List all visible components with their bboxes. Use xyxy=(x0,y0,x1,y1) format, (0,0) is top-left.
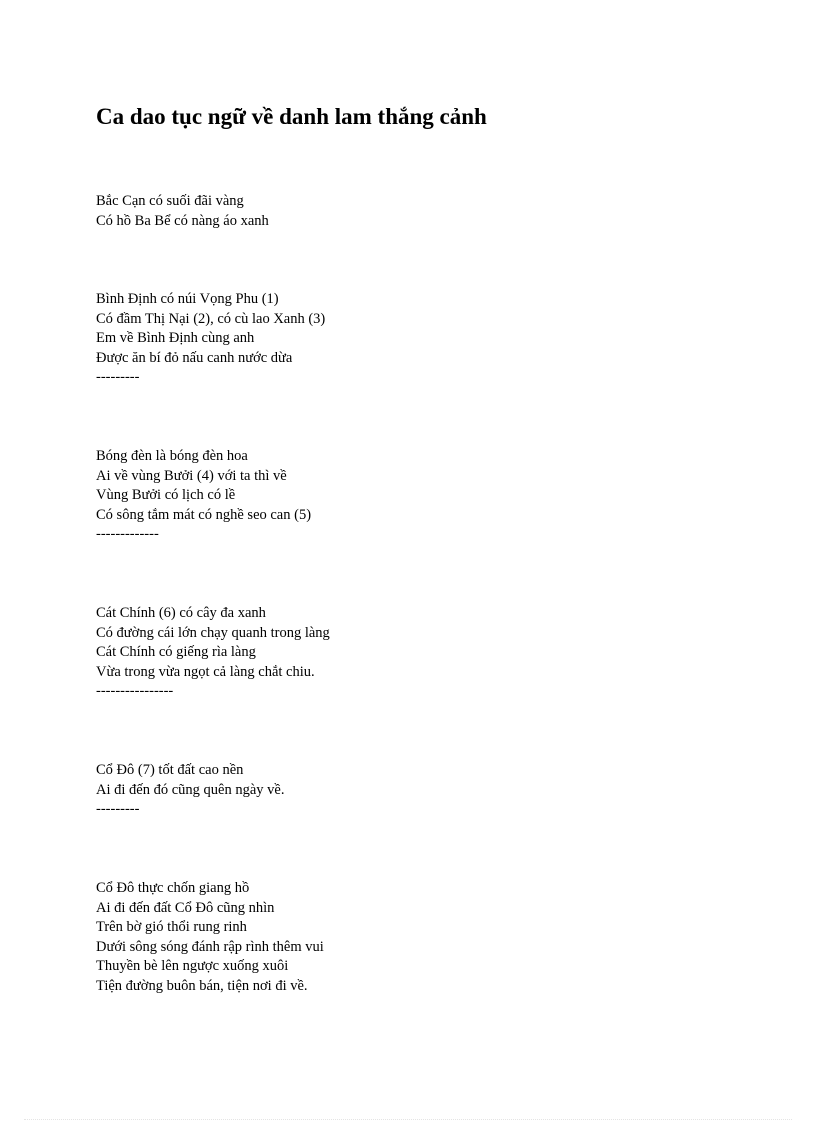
verse-line: Có hồ Ba Bể có nàng áo xanh xyxy=(96,212,269,229)
verse-line: Ai đi đến đó cũng quên ngày về. xyxy=(96,781,285,798)
verse-line: Bình Định có núi Vọng Phu (1) xyxy=(96,291,279,307)
separator-line: ------------- xyxy=(96,526,159,543)
verse-line: Vùng Bưởi có lịch có lề xyxy=(96,487,236,504)
verse-line: Có sông tắm mát có nghề seo can (5) xyxy=(96,506,312,523)
stanza-co-do-1 xyxy=(96,761,284,820)
stanza-bong-den xyxy=(96,447,311,545)
verse-line: Trên bờ gió thổi rung rinh xyxy=(96,919,247,936)
verse-line: Bắc Cạn có suối đãi vàng xyxy=(96,193,244,209)
stanza-cat-chinh xyxy=(96,604,330,702)
stanza-co-do-2 xyxy=(96,879,324,997)
verse-line: Có đầm Thị Nại (2), có cù lao Xanh (3) xyxy=(96,310,326,327)
separator-line: --------- xyxy=(96,801,140,818)
separator-line: --------- xyxy=(96,369,140,386)
stanza-binh-dinh xyxy=(96,290,325,388)
page-bottom-divider xyxy=(24,1119,792,1120)
verse-line: Dưới sông sóng đánh rập rình thêm vui xyxy=(96,938,324,955)
verse-line: Cát Chính (6) có cây đa xanh xyxy=(96,605,266,621)
verse-line: Tiện đường buôn bán, tiện nơi đi về. xyxy=(96,977,308,994)
verse-line: Được ăn bí đỏ nấu canh nước dừa xyxy=(96,349,293,366)
separator-line: ---------------- xyxy=(96,683,174,700)
verse-line: Cát Chính có giếng rìa làng xyxy=(96,644,256,661)
verse-line: Vừa trong vừa ngọt cả làng chắt chiu. xyxy=(96,663,315,680)
verse-line: Cổ Đô (7) tốt đất cao nền xyxy=(96,762,244,778)
verse-line: Ai về vùng Bưởi (4) với ta thì về xyxy=(96,467,287,484)
verse-line: Bóng đèn là bóng đèn hoa xyxy=(96,448,248,464)
verse-line: Ai đi đến đất Cổ Đô cũng nhìn xyxy=(96,899,275,916)
document-title: Ca dao tục ngữ về danh lam thắng cảnh xyxy=(96,104,487,129)
verse-line: Có đường cái lớn chạy quanh trong làng xyxy=(96,624,330,641)
verse-line: Em về Bình Định cùng anh xyxy=(96,330,255,347)
verse-line: Thuyền bè lên ngược xuống xuôi xyxy=(96,958,289,975)
verse-line: Cổ Đô thực chốn giang hồ xyxy=(96,880,250,896)
stanza-bac-can xyxy=(96,192,269,231)
